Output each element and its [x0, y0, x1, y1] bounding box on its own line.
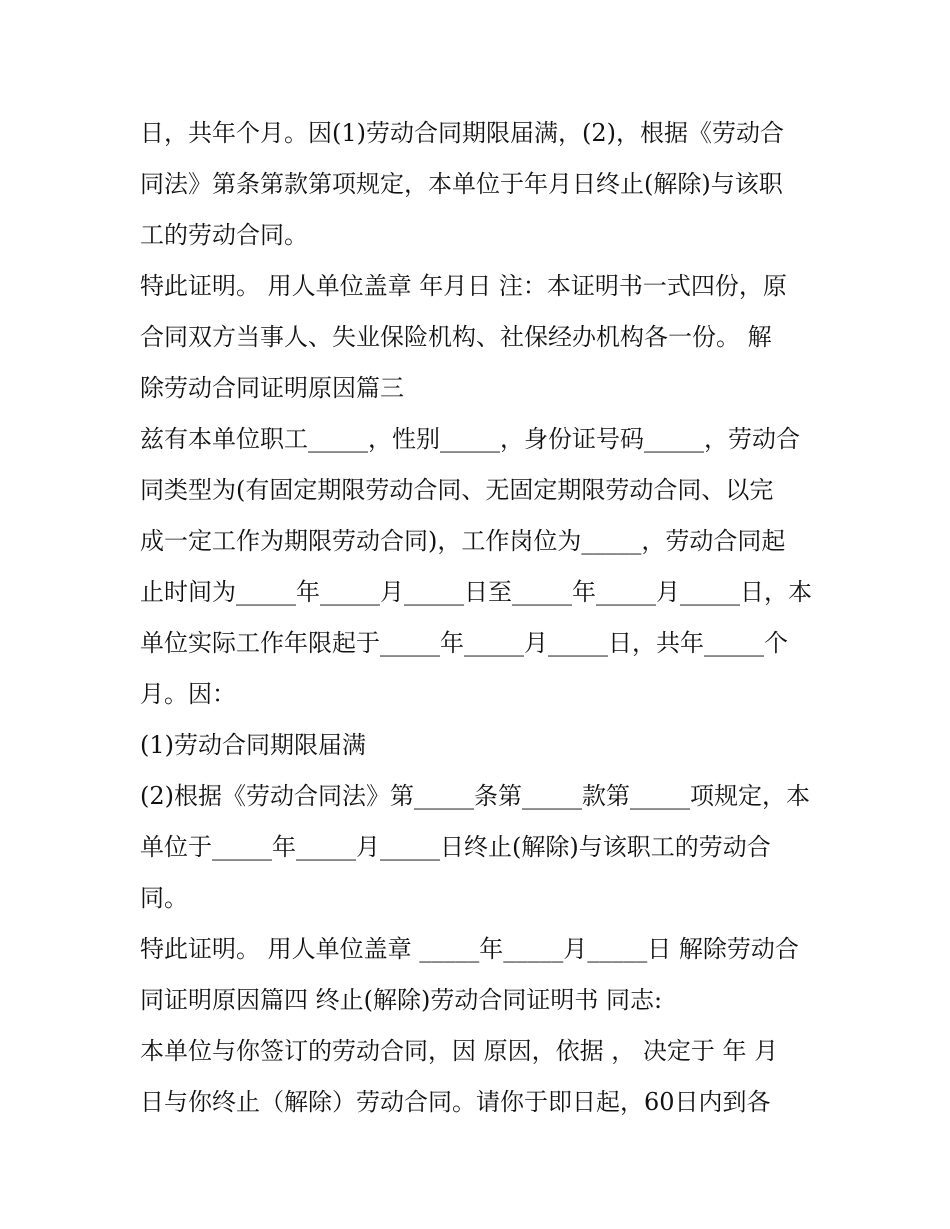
text-line: 同法》第条第款第项规定，本单位于年月日终止(解除)与该职 — [140, 170, 783, 198]
text-line: 工的劳动合同。 — [140, 221, 308, 249]
text-line: 同类型为(有固定期限劳动合同、无固定期限劳动合同、以完 — [140, 476, 774, 504]
text-line: 同。 — [140, 884, 188, 912]
text-line: 日，共年个月。因(1)劳动合同期限届满，(2)，根据《劳动合 — [140, 119, 784, 147]
document-body — [140, 108, 815, 1128]
text-line: 单位实际工作年限起于_____年_____月_____日，共年_____个 — [140, 629, 788, 657]
list-item: (2)根据《劳动合同法》第_____条第_____款第_____项规定，本 — [140, 782, 810, 810]
text-line: 特此证明。 用人单位盖章 _____年_____月_____日 解除劳动合 — [140, 935, 799, 963]
text-line: 兹有本单位职工_____，性别_____，身份证号码_____，劳动合 — [140, 425, 800, 453]
text-line: 成一定工作为期限劳动合同)，工作岗位为_____，劳动合同起 — [140, 527, 786, 555]
text-line: 日与你终止（解除）劳动合同。请你于即日起，60日内到各 — [140, 1088, 771, 1116]
text-line: 同证明原因篇四 终止(解除)劳动合同证明书 同志: — [140, 986, 663, 1014]
text-line: 合同双方当事人、失业保险机构、社保经办机构各一份。 解 — [140, 323, 772, 351]
text-line: 单位于_____年_____月_____日终止(解除)与该职工的劳动合 — [140, 833, 771, 861]
list-item: (1)劳动合同期限届满 — [140, 731, 366, 759]
text-line: 月。因： — [140, 680, 236, 708]
text-line: 止时间为_____年_____月_____日至_____年_____月_____日，本 — [140, 578, 812, 606]
text-line: 本单位与你签订的劳动合同，因 原因，依据 ， 决定于 年 月 — [140, 1037, 779, 1065]
text-line: 特此证明。 用人单位盖章 年月日 注：本证明书一式四份，原 — [140, 272, 787, 300]
section-heading: 除劳动合同证明原因篇三 — [140, 374, 404, 402]
